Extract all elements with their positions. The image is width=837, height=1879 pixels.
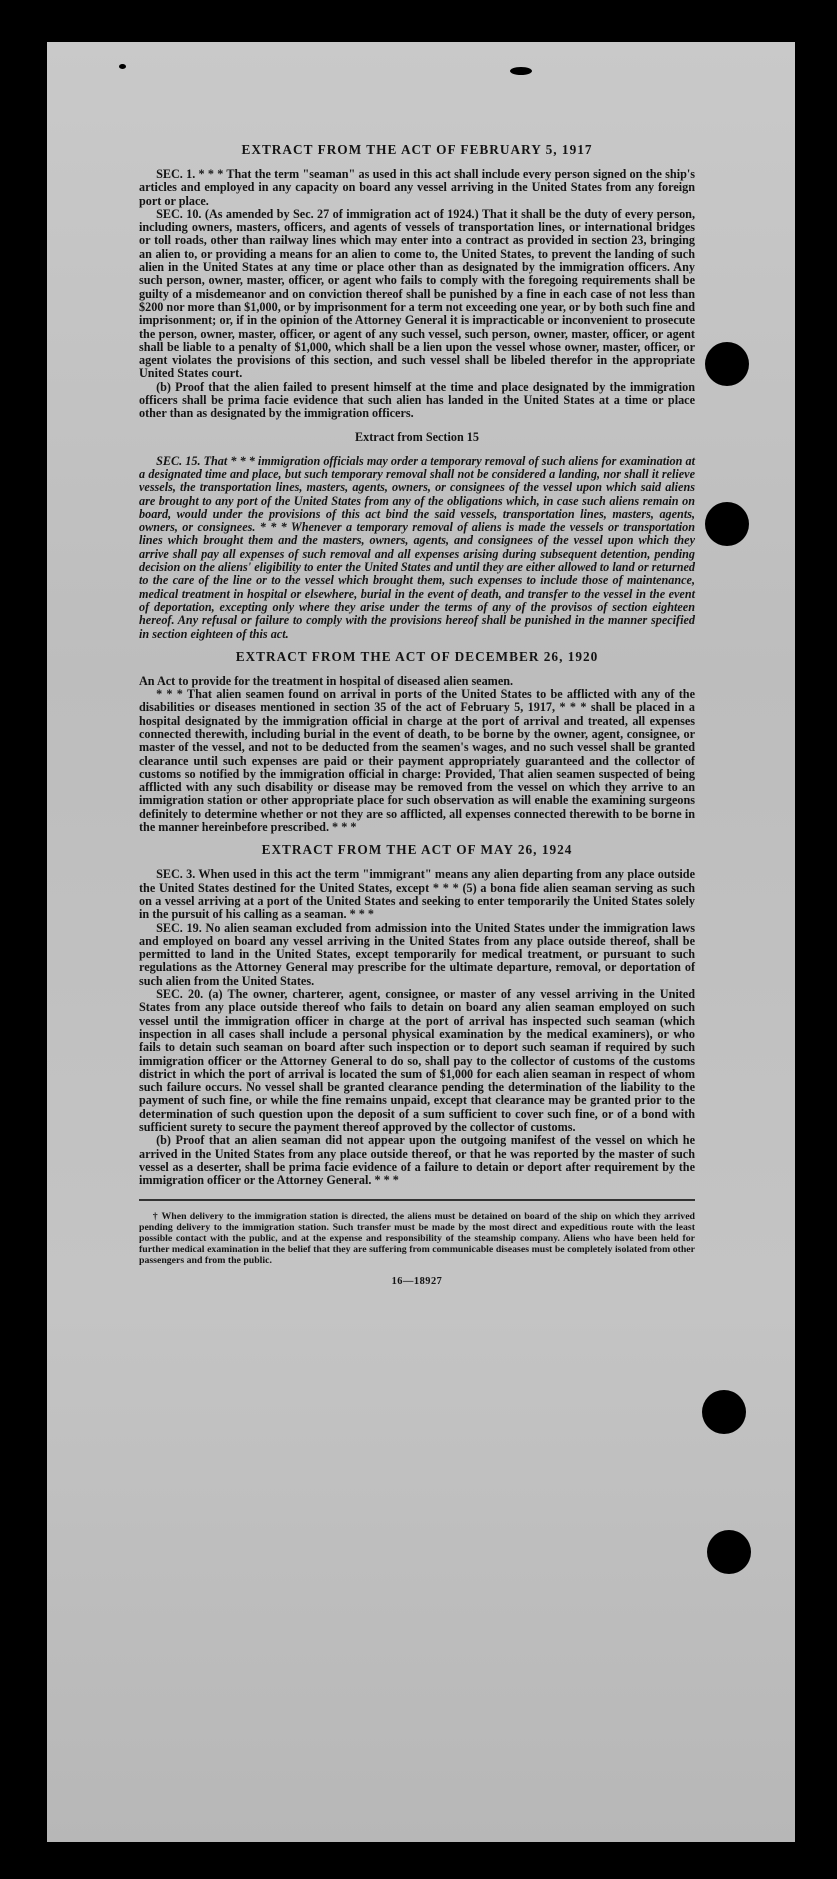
document-page <box>47 42 795 1842</box>
heading-feb-1917: EXTRACT FROM THE ACT OF FEBRUARY 5, 1917 <box>241 142 593 157</box>
footnote-divider <box>139 1199 695 1201</box>
footnote-text: † When delivery to the immigration station is directed, the aliens must be detained on board of the ship on which they arrived pending delivery to the immigration station. Such transfer must be made by the most direct and expeditious route with the least possible contact with the public, and at the expense and responsibility of the steamship company. Aliens who have been held for further medical examination in the belief that they are suffering from communicable diseases must be completely isolated from other passengers and from the public. <box>139 1211 695 1267</box>
dec-1920-body: * * * That alien seamen found on arrival in ports of the United States to be afflicted with any of the disabilities or diseases mentioned in section 35 of the act of February 5, 1917, * * * shall be placed in a hospital designated by the immigration official in charge at the port of arrival and treated, all expenses connected therewith, including burial in the event of death, to be borne by the owner, agent, consignee, or master of the vessel, and not to be deducted from the seamen's wages, and no such vessel shall be granted clearance until such expenses are paid or their payment appropriately guaranteed and the collector of customs so notified by the immigration official in charge: Provided, That alien seamen suspected of being afflicted with any such disability or disease may be removed from the vessel on which they arrive to an immigration station or other appropriate place for such observation as will enable the examining surgeons definitely to determine whether or not they are so afflicted, all expenses connected therewith to be borne in the manner hereinbefore prescribed. * * * <box>139 687 695 835</box>
section-15: SEC. 15. That * * * immigration officials may order a temporary removal of such aliens for examination at a designated time and place, but such temporary removal shall not be considered a landing, nor shall it relieve vessels, the transportation lines, masters, agents, owners, or consignees of the vessel upon which said aliens are brought to any port of the United States from any of the obligations which, in case such aliens remain on board, would under the provisions of this act bind the said vessels, transportation lines, masters, agents, owners, or consignees. * * * Whenever a temporary removal of aliens is made the vessels or transportation lines which brought them and the masters, owners, agents, and consignees of the vessel upon which they arrive shall pay all expenses of such removal and all expenses arising during subsequent detention, pending decision on the aliens' eligibility to enter the United States and until they are either allowed to land or returned to the care of the line or to the vessel which brought them, such expenses to include those of maintenance, medical treatment in hospital or elsewhere, burial in the event of death, and transfer to the vessel in the event of deportation, excepting only where they arise under the terms of any of the provisos of section eighteen hereof. Any refusal or failure to comply with the provisions hereof shall be punished in the manner specified in section eighteen of this act. <box>139 453 695 641</box>
hole-punch <box>705 342 749 386</box>
section-20-a: SEC. 20. (a) The owner, charterer, agent, consignee, or master of any vessel arriving in the United States from any place outside thereof who fails to detain on board any alien seaman employed on such vessel until the immigration officer in charge at the port of arrival has inspected such seaman (which inspection in all cases shall include a personal physical examination by the medical examiners), or who fails to detain such seaman on board after such inspection or to deport such seaman if required by such immigration officer or the Attorney General to do so, shall pay to the collector of customs of the customs district in which the port of arrival is located the sum of $1,000 for each alien seaman in respect of whom such failure occurs. No vessel shall be granted clearance pending the determination of the liability to the payment of such fine, or while the fine remains unpaid, except that clearance may be granted prior to the determination of such question upon the deposit of a sum sufficient to cover such fine, or of a bond with sufficient surety to secure the payment thereof approved by the collector of customs. <box>139 987 695 1134</box>
section-1: SEC. 1. * * * That the term "seaman" as used in this act shall include every person signed on the ship's articles and employed in any capacity on board any vessel arriving in the United States from any foreign port or place. <box>139 167 695 208</box>
dec-1920-act-title: An Act to provide for the treatment in hospital of diseased alien seamen. <box>139 673 514 688</box>
section-10: SEC. 10. (As amended by Sec. 27 of immigration act of 1924.) That it shall be the duty of every person, including owners, masters, officers, and agents of vessels of transportation lines, or international bridges or toll roads, other than railway lines which may enter into a contract as provided in section 23, bringing an alien to, or providing a means for an alien to come to, the United States, to prevent the landing of such alien in the United States at any time or place other than as designated by the immigration officers. Any such person, owner, master, officer, or agent who fails to comply with the foregoing requirements shall be guilty of a misdemeanor and on conviction thereof shall be punished by a fine in each case of not less than $200 nor more than $1,000, or by imprisonment for a term not exceeding one year, or by both such fine and imprisonment; or, if in the opinion of the Attorney General it is impracticable or inconvenient to prosecute the person, owner, master, officer, or agent of any such vessel, such person, owner, master, officer, or agent shall be liable to a penalty of $1,000, which shall be a lien upon the vessel whose owner, master, officer, or agent violates the provisions of this section, and such vessel shall be libeled therefor in the appropriate United States court. <box>139 206 695 381</box>
hole-punch <box>702 1390 746 1434</box>
document-body <box>139 142 695 1287</box>
dec-1920-section <box>139 675 695 835</box>
feb-1917-section <box>139 168 695 421</box>
heading-dec-1920: EXTRACT FROM THE ACT OF DECEMBER 26, 1920 <box>235 648 599 664</box>
section-15-block <box>139 455 695 641</box>
section-10-b: (b) Proof that the alien failed to present himself at the time and place designated by the immigration officers shall be prima facie evidence that such alien has landed in the United States at a time or place other than as designated by the immigration officers. <box>139 379 695 421</box>
hole-punch <box>705 502 749 546</box>
section-20-b: (b) Proof that an alien seaman did not appear upon the outgoing manifest of the vessel on which he arrived in the United States from any place outside thereof, or that he was reported by the master of such vessel as a deserter, shall be prima facie evidence of a failure to detain or deport after requirement by the immigration officer or the Attorney General. * * * <box>139 1133 695 1188</box>
heading-section-15: Extract from Section 15 <box>355 429 479 444</box>
page-number: 16—18927 <box>391 1276 443 1288</box>
footnote <box>139 1211 695 1266</box>
may-1924-section <box>139 868 695 1187</box>
hole-punch <box>707 1530 751 1574</box>
heading-may-1924: EXTRACT FROM THE ACT OF MAY 26, 1924 <box>261 842 573 858</box>
scan-spot <box>510 67 532 75</box>
section-19: SEC. 19. No alien seaman excluded from admission into the United States under the immigration laws and employed on board any vessel arriving in the United States from any place outside thereof, shall be permitted to land in the United States, except temporarily for medical treatment, or pursuant to such regulations as the Attorney General may prescribe for the ultimate departure, removal, or deportation of such alien from the United States. <box>139 920 695 988</box>
scan-spot <box>119 64 126 69</box>
section-3: SEC. 3. When used in this act the term "immigrant" means any alien departing from any place outside the United States destined for the United States, except * * * (5) a bona fide alien seaman serving as such on a vessel arriving at a port of the United States and seeking to enter temporarily the United States solely in the pursuit of his calling as a seaman. * * * <box>139 867 695 922</box>
